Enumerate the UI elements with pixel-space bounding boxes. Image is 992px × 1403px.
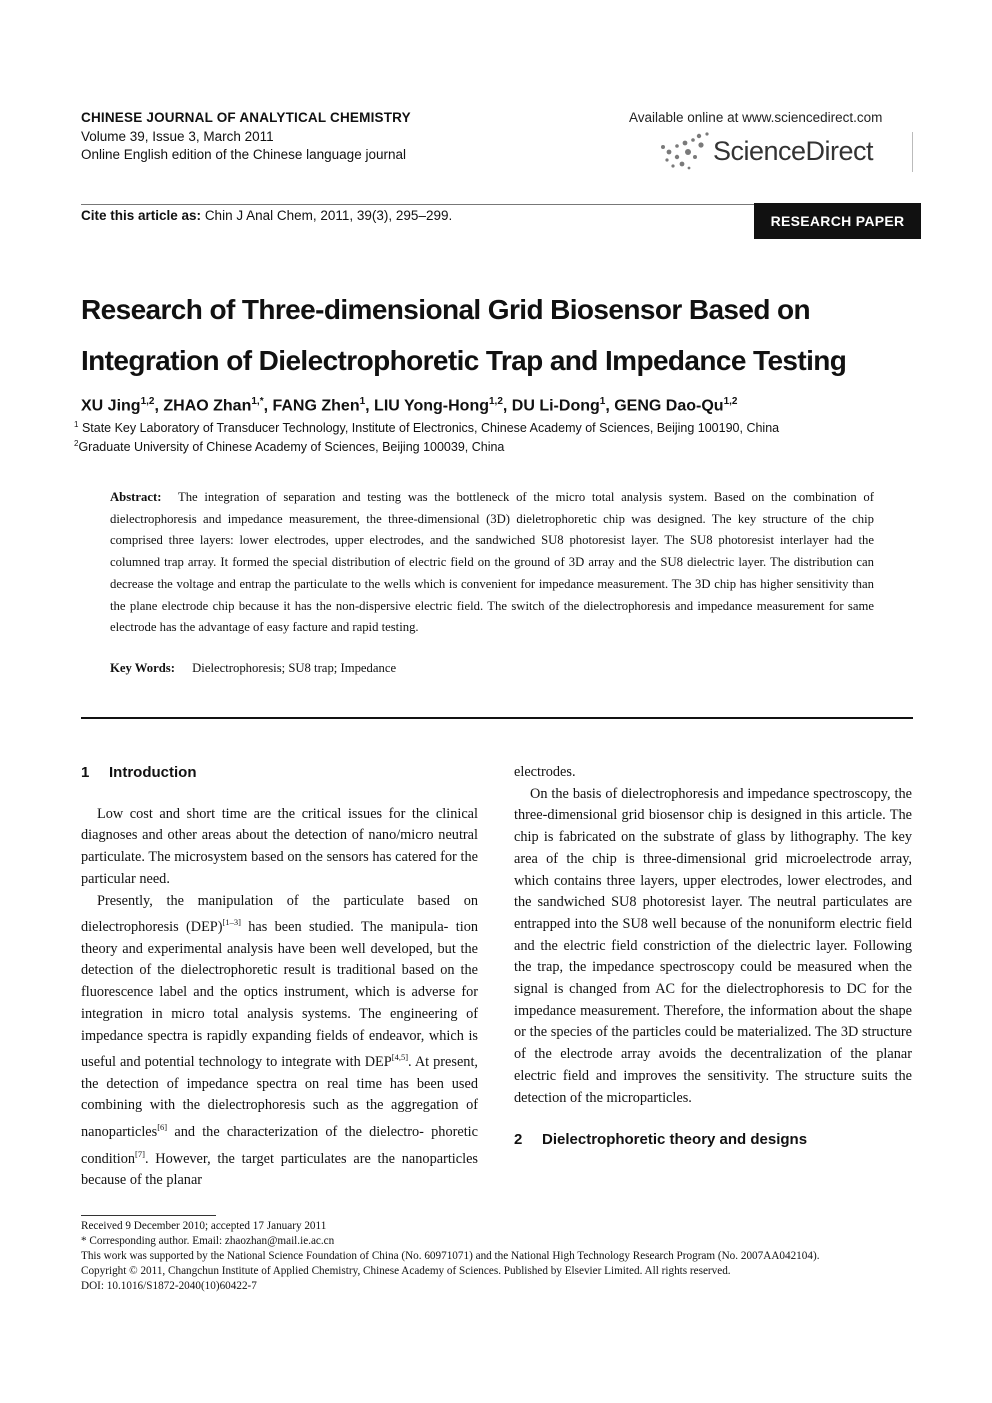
affiliation-2: $^2$Graduate University of Chinese Academy of Sciences, Beijing 100039, China <box>74 439 505 455</box>
author-name: ZHAO Zhan <box>163 397 252 415</box>
abstract-label: Abstract: <box>110 490 162 504</box>
author-list: XU Jing$^{1,2}$, ZHAO Zhan$^{1,*}$, FANG Zhen$^1$, LIU Yong-Hong$^{1,2}$, DU Li-Dong$^1$, GENG Dao-Qu$^{1,2}$ <box>81 396 738 415</box>
author-name: XU Jing <box>81 397 141 415</box>
available-online: Available online at www.sciencedirect.com <box>629 110 883 125</box>
author-name: GENG Dao-Qu <box>614 397 724 415</box>
sciencedirect-logo-text: ScienceDirect <box>713 136 874 166</box>
paper-title-line-1: Research of Three-dimensional Grid Biosensor Based on <box>81 294 811 325</box>
section-heading-2: 2 Dielectrophoretic theory and designs <box>514 1131 808 1149</box>
paper-title-line-2: Integration of Dielectrophoretic Trap and Impedance Testing <box>81 345 847 376</box>
journal-edition: Online English edition of the Chinese language journal <box>81 147 406 162</box>
footnote-doi: DOI: 10.1016/S1872-2040(10)60422-7 <box>81 1280 257 1292</box>
section-heading-1: 1 Introduction <box>81 764 197 781</box>
abstract-text: The integration of separation and testing was the bottleneck of the micro total analysis system. Based on the combination of dielectrophoresis and impedance measurement, the three-dimensional (3D) dieletrophoretic chip was designed. The key structure of the chip comprised three layers: lower electrodes, upper electrodes, and the sandwiched SU8 photoresist layer. The SU8 photoresist interlayer had the columned trap array. It formed the special distribution of electric field on the ground of 3D array and the SU8 dielectric layer. The distribution can decrease the voltage and entrap the particulate to the wells which is convenient for impedance measurement. The 3D chip has higher sensitivity than the plane electrode chip because it has the non-dispersive electric field. The switch of the dielectrophoresis and impedance measurement for same electrode has the advantage of easy facture and rapid testing. <box>110 490 874 635</box>
journal-name: CHINESE JOURNAL OF ANALYTICAL CHEMISTRY <box>81 110 411 125</box>
keywords-label: Key Words: <box>110 661 175 675</box>
sciencedirect-logo <box>655 130 915 174</box>
section-rule <box>81 717 913 719</box>
paragraph: Presently, the manipulation of the particulate based on dielectrophoresis (DEP)[1–3] has been studied. The manipula- tion theory and experimental analysis have been well developed, but the detection of the dielectrophoretic result is traditional based on the fluorescence label and the optics instrument, which is adverse for integration in micro total analysis systems. The engineering of impedance spectra is rapidly expanding fields of endeavor, which is useful and potential technology to integrate with DEP[4,5]. At present, the detection of impedance spectra on real time has been used combining with the dielectrophoresis such as the aggregation of nanoparticles[6] and the characterization of the dielectro- phoretic condition[7]. However, the target particulates are the nanoparticles because of the planar <box>81 892 479 1189</box>
journal-volume: Volume 39, Issue 3, March 2011 <box>81 129 274 144</box>
keywords <box>110 661 396 676</box>
footnote-received: Received 9 December 2010; accepted 17 January 2011 <box>81 1220 327 1232</box>
paper-type-badge: RESEARCH PAPER <box>754 203 921 239</box>
abstract <box>110 487 874 639</box>
footnote-copyright: Copyright © 2011, Changchun Institute of Applied Chemistry, Chinese Academy of Sciences. Published by Elsevier Limited. All rights reserved. <box>81 1265 731 1277</box>
footnotes <box>81 1219 820 1294</box>
author-name: LIU Yong-Hong <box>374 397 489 415</box>
cite-line <box>81 208 452 223</box>
cite-text: Chin J Anal Chem, 2011, 39(3), 295–299. <box>204 208 453 223</box>
footnote-corresponding: * Corresponding author. Email: zhaozhan@mail.ie.ac.cn <box>81 1235 335 1247</box>
footnote-funding: This work was supported by the National Science Foundation of China (No. 60971071) and the National High Technology Research Program (No. 2007AA042104). <box>81 1250 820 1262</box>
left-column <box>81 762 478 1192</box>
right-column <box>514 762 912 1151</box>
cite-label: Cite this article as: <box>81 208 202 223</box>
footnote-rule <box>81 1215 216 1216</box>
paragraph: On the basis of dielectrophoresis and impedance spectroscopy, the three-dimensional grid biosensor chip is designed in this article. The chip is fabricated on the substrate of glass by lithography. The key area of the chip is three-dimensional grid microelectrode array, which contains three layers, upper electrodes, lower electrodes, and the sandwiched SU8 photoresist layer. The neutral particulates are entrapped into the SU8 well because of the nonuniform electric field and the electric field constriction of the dielectric layer. Following the trap, the impedance spectroscopy could be measured when the signal is changed from AC for the dielectrophoresis to DC for the impedance measurement. Therefore, the information about the shape or the species of the particles could be materialized. The 3D structure of the electrode array avoids the decentralization of the planar electric field and improves the sensitivity. The structure suits the detection of the microparticles. <box>514 785 912 1106</box>
keywords-text: Dielectrophoresis; SU8 trap; Impedance <box>192 661 397 675</box>
affiliation-1: $^1$ State Key Laboratory of Transducer Technology, Institute of Electronics, Chinese Academy of Sciences, Beijing 100190, China <box>74 420 780 436</box>
author-name: DU Li-Dong <box>511 397 600 415</box>
paragraph-continuation: electrodes. <box>514 764 576 780</box>
paragraph: Low cost and short time are the critical issues for the clinical diagnoses and other areas about the detection of nano/micro neutral particulate. The microsystem based on the sensors has catered for the particular need. <box>81 805 478 887</box>
sciencedirect-dots-icon <box>655 130 715 174</box>
author-name: FANG Zhen <box>272 397 360 415</box>
